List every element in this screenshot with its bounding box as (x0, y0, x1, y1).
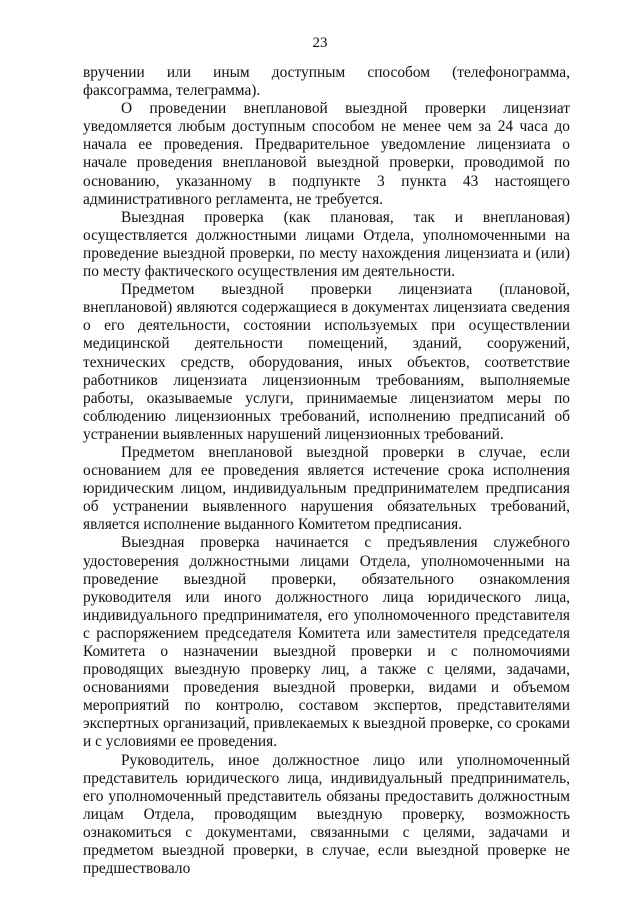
paragraph-unscheduled-subject: Предметом внеплановой выездной проверки в случае, если основанием для ее проведения является истечение срока исполнения юридическим лицом, индивидуальным предпринимателем предписания об устранении выявленного нарушения обязательных требований, является исполнение выданного Комитетом предписания. (83, 443, 570, 534)
paragraph-inspection-start: Выездная проверка начинается с предъявления служебного удостоверения должностными лицами Отдела, уполномоченными на проведение выездной проверки, обязательного ознакомления руководителя или иного должностного лица юридического лица, индивидуального предпринимателя, его уполномоченного представителя с распоряжением председателя Комитета или заместителя председателя Комитета о назначении выездной проверки и с полномочиями проводящих выездную проверку лиц, а также с целями, задачами, основаниями проведения выездной проверки, видами и объемом мероприятий по контролю, составом экспертов, представителями экспертных организаций, привлекаемых к выездной проверке, со сроками и с условиями ее проведения. (83, 534, 570, 751)
document-body (83, 64, 570, 878)
page-number: 23 (312, 35, 328, 51)
paragraph-unscheduled-notice: О проведении внеплановой выездной проверки лицензиат уведомляется любым доступным способом не менее чем за 24 часа до начала ее проведения. Предварительное уведомление лицензиата о начале проведения внеплановой выездной проверки, проводимой по основанию, указанному в подпункте 3 пункта 43 настоящего административного регламента, не требуется. (83, 100, 570, 208)
paragraph-document-access: Руководитель, иное должностное лицо или уполномоченный представитель юридического лица, индивидуальный предприниматель, его уполномоченный представитель обязаны предоставить должностным лицам Отдела, проводящим выездную проверку, возможность ознакомиться с документами, связанными с целями, задачами и предметом выездной проверки, в случае, если выездной проверке не предшествовало (83, 751, 570, 878)
paragraph-inspection-performers: Выездная проверка (как плановая, так и внеплановая) осуществляется должностными лицами Отдела, уполномоченными на проведение выездной проверки, по месту нахождения лицензиата и (или) по месту фактического осуществления им деятельности. (83, 208, 570, 281)
paragraph-continuation: вручении или иным доступным способом (телефонограмма, факсограмма, телеграмма). (83, 64, 570, 100)
paragraph-inspection-subject: Предметом выездной проверки лицензиата (плановой, внеплановой) являются содержащиеся в документах лицензиата сведения о его деятельности, состоянии используемых при осуществлении медицинской деятельности помещений, зданий, сооружений, технических средств, оборудования, иных объектов, соответствие работников лицензиата лицензионным требованиям, выполняемые работы, оказываемые услуги, принимаемые лицензиатом меры по соблюдению лицензионных требований, исполнению предписаний об устранении выявленных нарушений лицензионных требований. (83, 281, 570, 443)
